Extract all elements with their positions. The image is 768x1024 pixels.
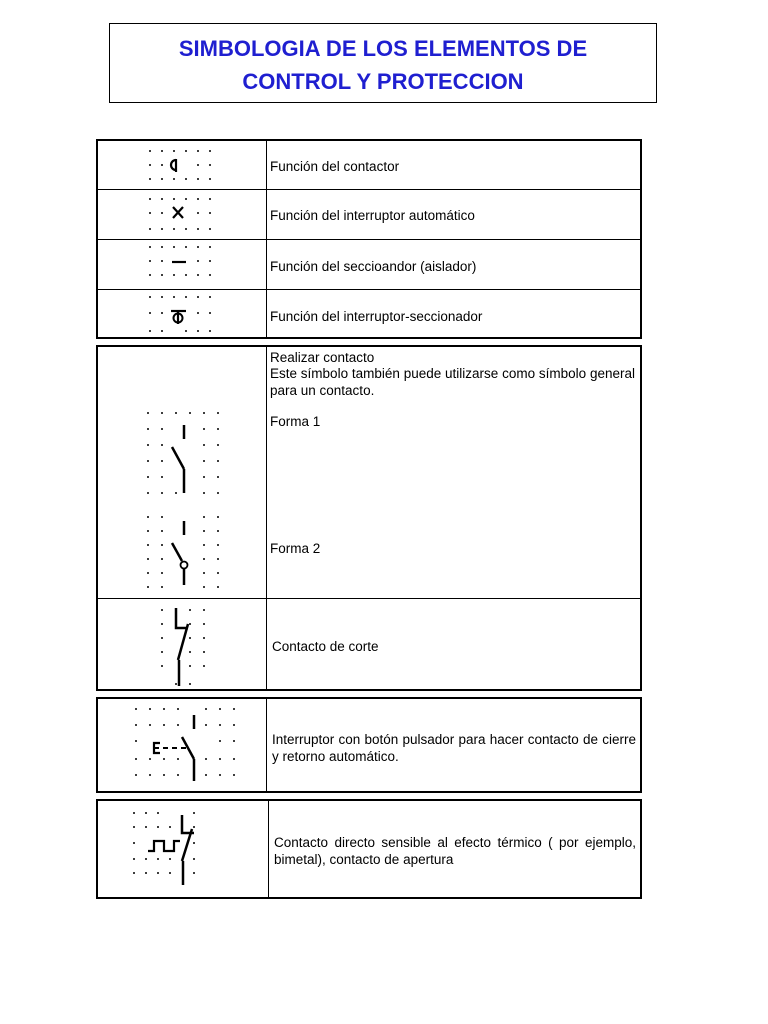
make-contact-heading: Realizar contacto <box>270 350 375 365</box>
page-title-line-1: SIMBOLOGIA DE LOS ELEMENTOS DE <box>178 36 588 61</box>
row-divider <box>98 189 640 190</box>
symbol-table-3 <box>96 697 642 793</box>
break-contact-icon <box>142 602 226 692</box>
make-contact-form-1-icon <box>142 409 226 501</box>
row-divider <box>98 239 640 240</box>
page-title-line-2: CONTROL Y PROTECCION <box>242 69 524 94</box>
disconnector-function-label: Función del seccioandor (aislador) <box>270 259 477 274</box>
symbol-table-4 <box>96 799 642 899</box>
symbol-table-2 <box>96 345 642 691</box>
make-contact-form-2-icon <box>142 513 226 593</box>
make-contact-form-1-label: Forma 1 <box>270 414 321 429</box>
thermal-break-contact-icon <box>128 805 248 897</box>
push-button-make-contact-label: Interruptor con botón pulsador para hacer contacto de cierre y retorno automático. <box>272 732 636 764</box>
contactor-function-label: Función del contactor <box>270 159 400 174</box>
switch-disconnector-function-label: Función del interruptor-seccionador <box>270 309 483 324</box>
title-box <box>109 23 657 103</box>
switch-disconnector-function-icon <box>138 291 218 339</box>
symbol-table-1 <box>96 139 642 339</box>
disconnector-function-icon <box>138 241 218 285</box>
make-contact-form-2-label: Forma 2 <box>270 541 321 556</box>
push-button-make-contact-icon <box>126 701 246 791</box>
make-contact-description: Este símbolo también puede utilizarse como símbolo general para un contacto. <box>270 366 635 398</box>
row-divider <box>98 598 640 599</box>
break-contact-label: Contacto de corte <box>272 639 379 654</box>
circuit-breaker-function-icon <box>138 193 218 237</box>
row-divider <box>98 289 640 290</box>
contactor-function-icon <box>138 145 218 185</box>
circuit-breaker-function-label: Función del interruptor automático <box>270 208 475 223</box>
thermal-break-contact-label: Contacto directo sensible al efecto térmico ( por ejemplo, bimetal), contacto de apertura <box>274 835 636 867</box>
